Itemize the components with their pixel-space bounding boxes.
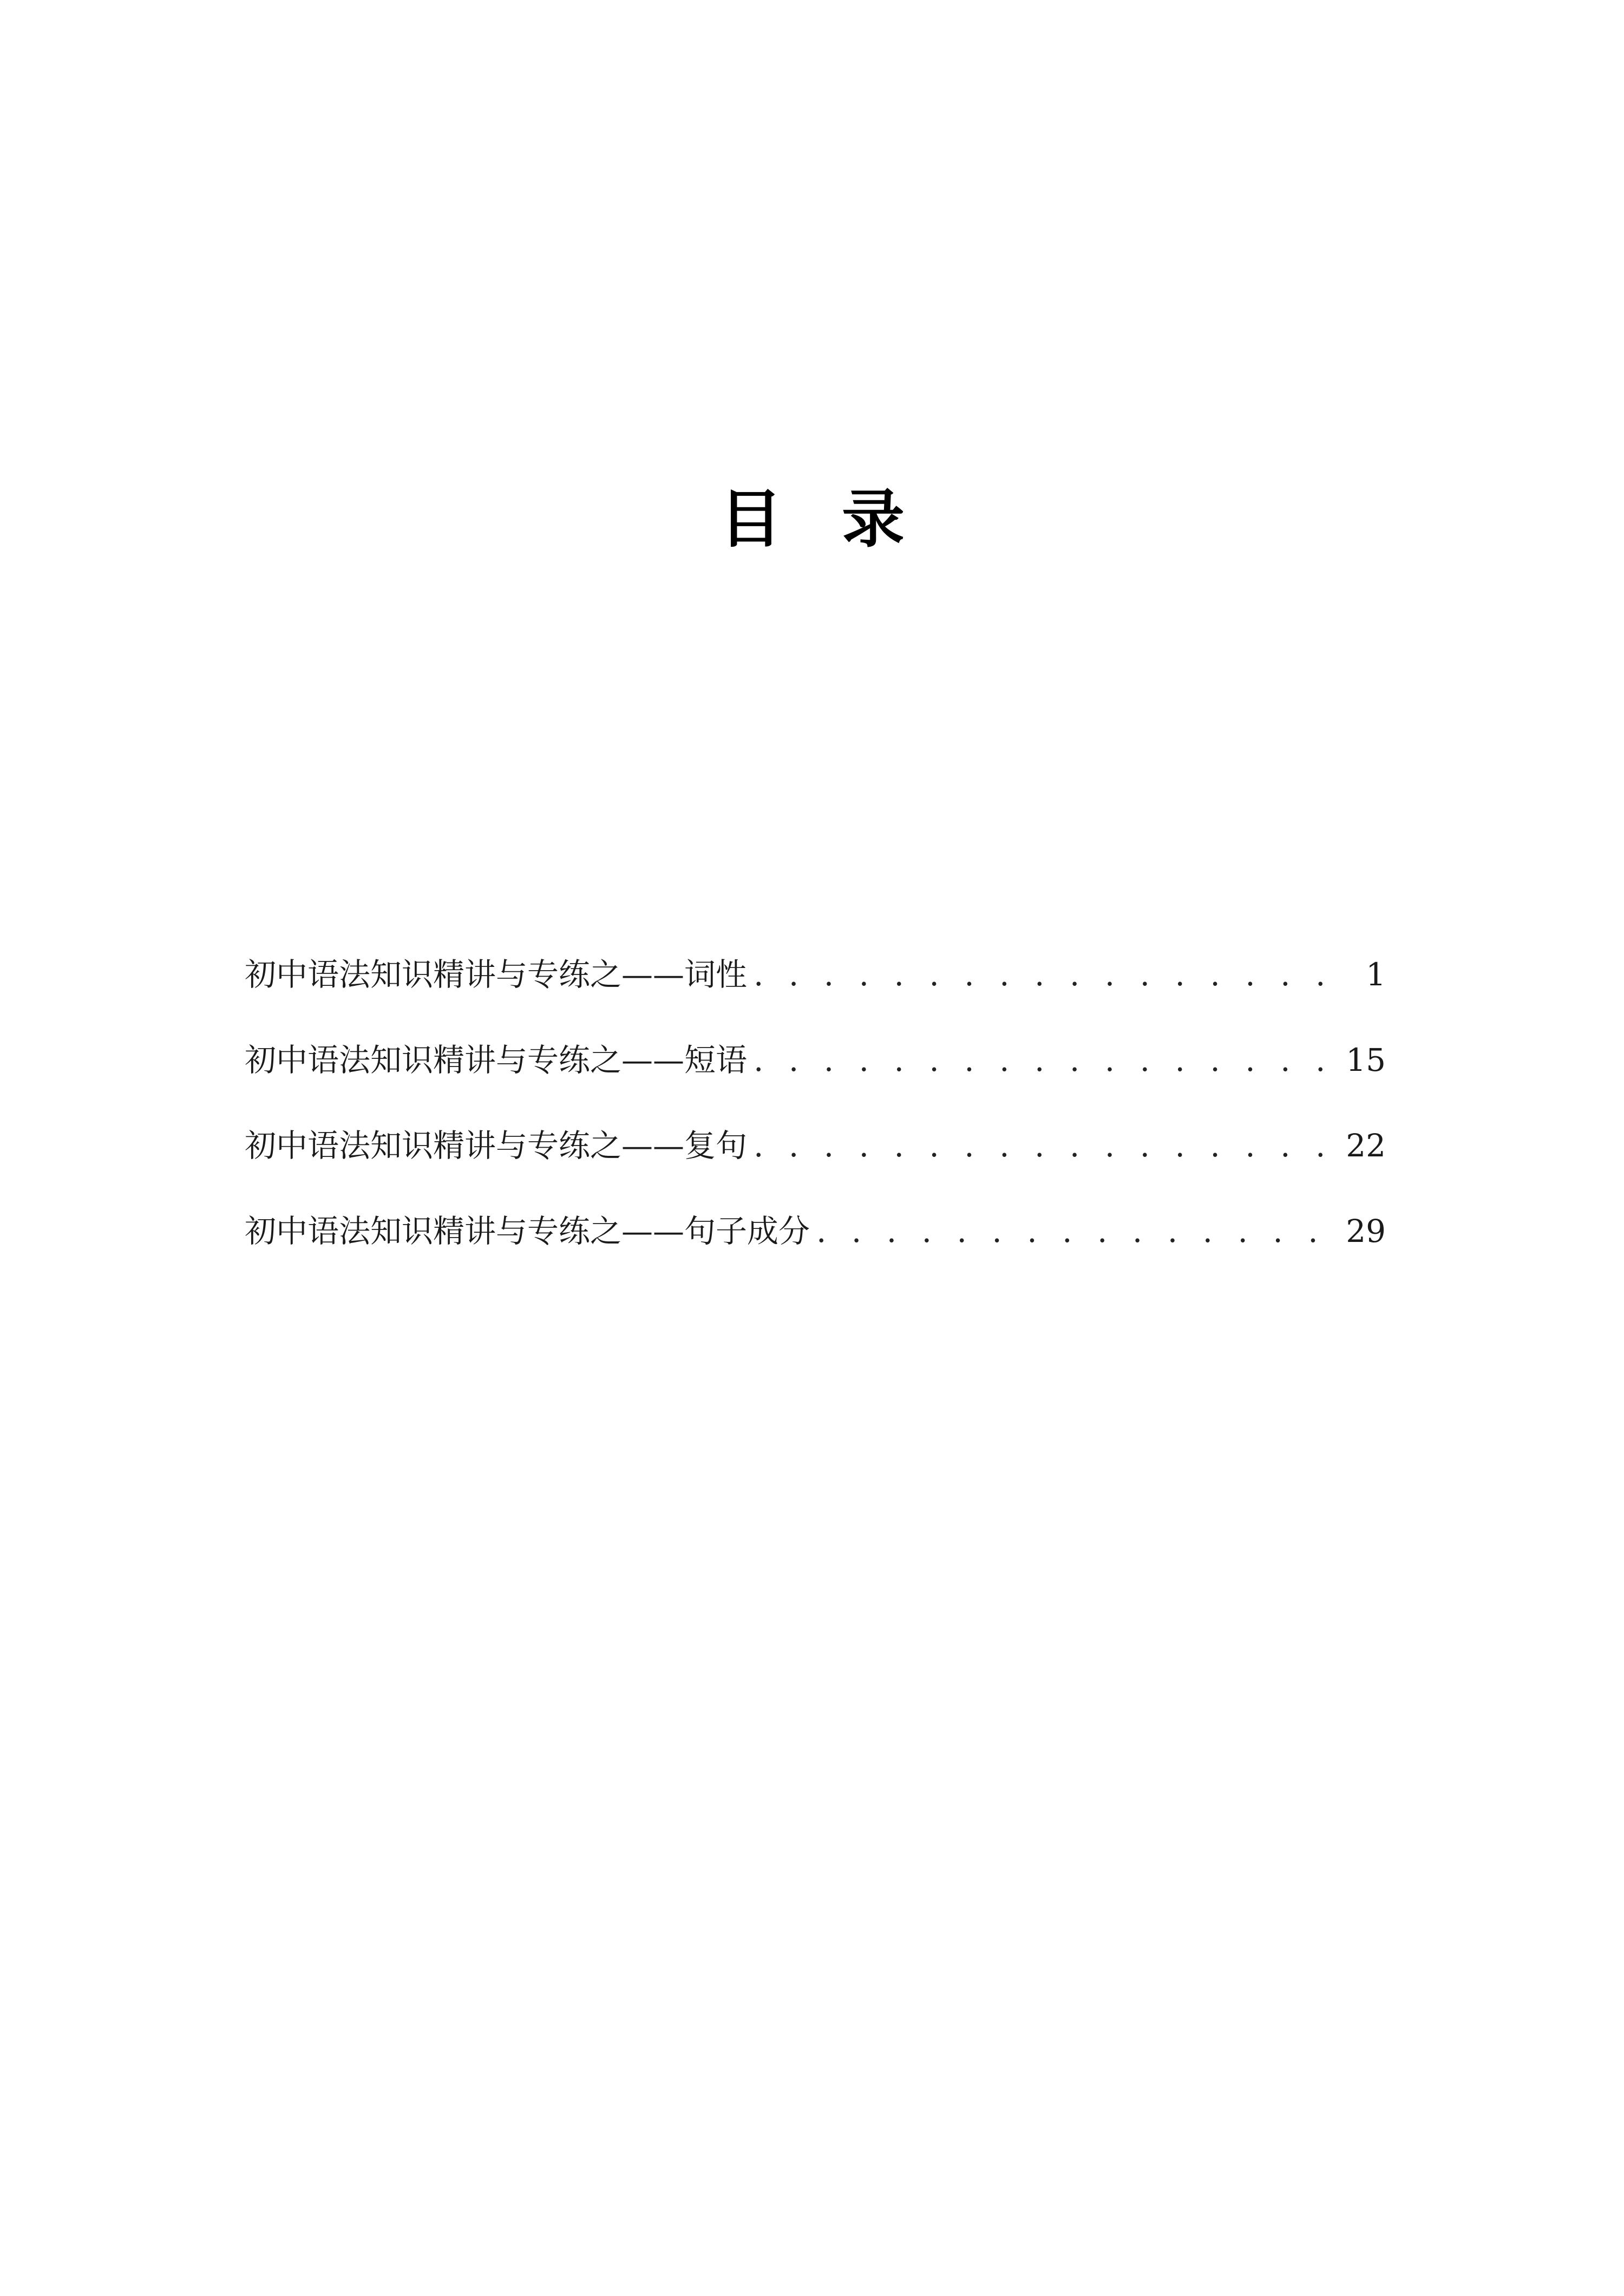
toc-heading xyxy=(0,476,1624,563)
toc-entry[interactable] xyxy=(245,942,1386,1028)
toc-page-number: 15 xyxy=(1346,1042,1386,1078)
toc-dot-leader xyxy=(816,1199,1336,1264)
toc-heading-char: 目 xyxy=(719,483,782,556)
toc-dot-leader xyxy=(754,1028,1336,1093)
toc-entry-title: 初中语法知识精讲与专练之——短语 xyxy=(245,1042,748,1078)
toc-entry[interactable] xyxy=(245,1199,1386,1284)
toc-page-number: 1 xyxy=(1366,956,1386,993)
toc-page-number: 29 xyxy=(1346,1213,1386,1250)
toc-entry[interactable] xyxy=(245,1113,1386,1199)
toc-entry[interactable] xyxy=(245,1028,1386,1113)
toc-heading-char: 录 xyxy=(842,483,905,556)
toc-entry-title: 初中语法知识精讲与专练之——词性 xyxy=(245,956,748,993)
toc-dot-leader xyxy=(754,942,1344,1007)
toc-list xyxy=(245,942,1386,1284)
toc-dot-leader xyxy=(754,1113,1336,1178)
toc-page-number: 22 xyxy=(1346,1127,1386,1164)
toc-entry-title: 初中语法知识精讲与专练之——复句 xyxy=(245,1127,748,1164)
toc-entry-title: 初中语法知识精讲与专练之——句子成分 xyxy=(245,1213,810,1250)
